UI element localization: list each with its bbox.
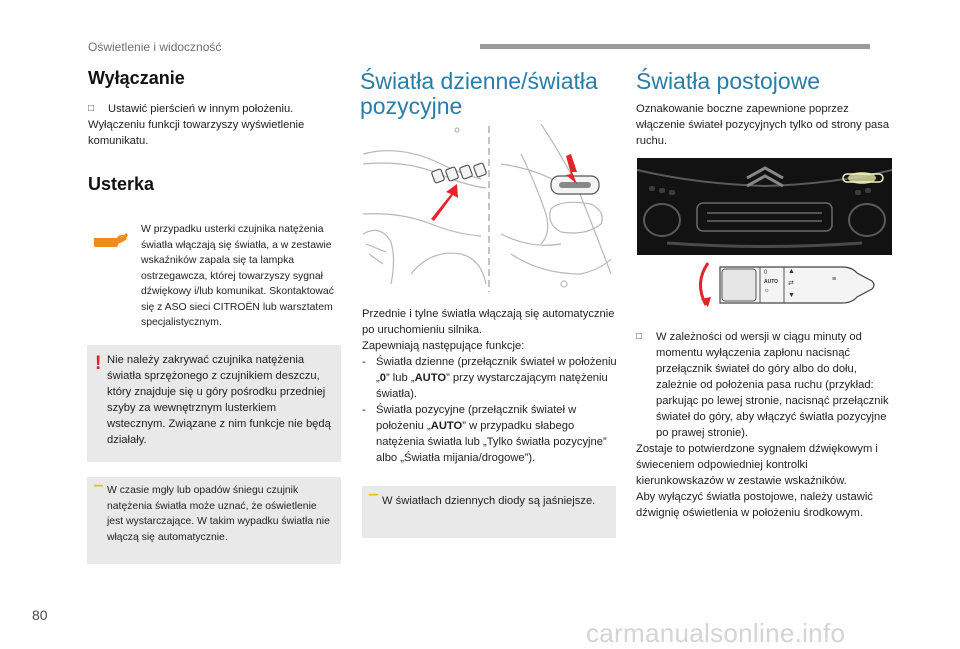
headlamp-illustration xyxy=(361,124,617,294)
car-front-image xyxy=(637,158,892,255)
checkbox-bullet-icon: □ xyxy=(636,331,643,342)
item1-zero: 0 xyxy=(379,372,386,384)
switch-off-step: Ustawić pierścień w innym położeniu. xyxy=(108,103,294,115)
switch-off-text: Wyłączeniu funkcji towarzyszy wyświetlenie komunikatu. xyxy=(88,119,305,147)
info-box xyxy=(87,477,341,564)
svg-text:0: 0 xyxy=(764,270,768,276)
title-switching-off: Wyłączanie xyxy=(88,68,185,88)
parking-intro: Oznakowanie boczne zapewnione poprzez włączenie świateł pozycyjnych tylko od strony pasa ruchu. xyxy=(636,103,890,147)
svg-text:⇄: ⇄ xyxy=(788,280,794,287)
item1-text-b: ” lub „ xyxy=(385,372,415,384)
item1-text-a: Światła dzienne (przełącznik świateł w położeniu „ xyxy=(376,356,617,384)
item2-auto: AUTO xyxy=(430,420,463,432)
daytime-functions-list xyxy=(362,354,620,466)
item1-text-c: ” przy wystarczającym natężeniu światła). xyxy=(376,372,608,400)
title-fault: Usterka xyxy=(88,174,155,194)
svg-text:☼: ☼ xyxy=(764,288,770,294)
item1-auto: AUTO xyxy=(414,372,447,384)
list-item xyxy=(362,402,620,466)
list-dash: - xyxy=(362,404,366,416)
stalk-auto-label: AUTO xyxy=(764,279,779,285)
page-number: 80 xyxy=(32,607,48,623)
lighting-stalk-illustration xyxy=(692,259,892,307)
checkbox-bullet-icon: □ xyxy=(88,103,95,114)
watermark: carmanualsonline.info xyxy=(586,618,846,648)
exclamation-icon: ! xyxy=(95,353,102,374)
item2-text-a: Światła pozycyjne (przełącznik świateł w położeniu „ xyxy=(376,404,577,432)
list-item xyxy=(362,354,620,402)
title-parking-lights: Światła postojowe xyxy=(636,68,821,94)
warning-box xyxy=(87,345,341,462)
daytime-info-box xyxy=(362,486,616,538)
parking-switch-off: Aby wyłączyć światła postojowe, należy ustawić dźwignię oświetlenia w położeniu środkowym. xyxy=(636,491,873,519)
fault-text: W przypadku usterki czujnika natężenia światła włączają się światła, a w zestawie wskaźników zapala się ta lampka ostrzegawcza, której towarzyszy sygnał dźwiękowy i/lub komunikat. Skontaktować się z ASO sieci CITROËN lub warsztatem specjalistycznym. xyxy=(141,224,334,328)
parking-confirm: Zostaje to potwierdzone sygnałem dźwiękowym i świeceniem odpowiedniej kontrolki kierunkowskazów w zestawie wskaźników. xyxy=(636,443,878,487)
daytime-info-text: W światłach dziennych diody są jaśniejsze. xyxy=(382,495,596,507)
svg-text:▼: ▼ xyxy=(788,292,795,299)
svg-text:▲: ▲ xyxy=(788,268,795,275)
switch-off-block xyxy=(88,101,338,149)
title-daytime-lights: Światła dzienne/światła pozycyjne xyxy=(360,68,598,119)
wrench-icon xyxy=(92,230,130,252)
list-dash: - xyxy=(362,356,366,368)
parking-step: W zależności od wersji w ciągu minuty od momentu wyłączenia zapłonu nacisnąć przełącznik świateł do góry albo do dołu, zależnie od położenia pasa ruchu (przykład: parkując po lewej stronie, nacisnąć przełącznik świateł do góry, aby włączyć światła pozycyjne po prawej stronie). xyxy=(656,331,889,439)
info-bar-icon: ‾ xyxy=(370,493,377,515)
info-text: W czasie mgły lub opadów śniegu czujnik natężenia światła może uznać, że oświetlenie jest wystarczające. W takim wypadku światła nie włączą się automatycznie. xyxy=(107,485,330,543)
item2-text-b: ” w przypadku słabego natężenia światła lub „Tylko światła pozycyjne” albo „Światła mijania/drogowe”). xyxy=(376,420,607,464)
parking-step-block xyxy=(636,329,898,521)
warning-text: Nie należy zakrywać czujnika natężenia światła sprzężonego z czujnikiem deszczu, który znajduje się u góry pośrodku przedniej szyby za wewnętrznym lusterkiem wstecznym. Związane z nim funkcje nie będą działały. xyxy=(107,354,331,446)
svg-text:≡: ≡ xyxy=(832,276,837,283)
daytime-intro: Przednie i tylne światła włączają się automatycznie po uruchomieniu silnika. xyxy=(362,308,615,336)
daytime-functions-intro: Zapewniają następujące funkcje: xyxy=(362,340,525,352)
header-bar xyxy=(480,44,870,49)
info-bar-icon: ‾ xyxy=(95,484,102,506)
section-label: Oświetlenie i widoczność xyxy=(88,40,222,54)
